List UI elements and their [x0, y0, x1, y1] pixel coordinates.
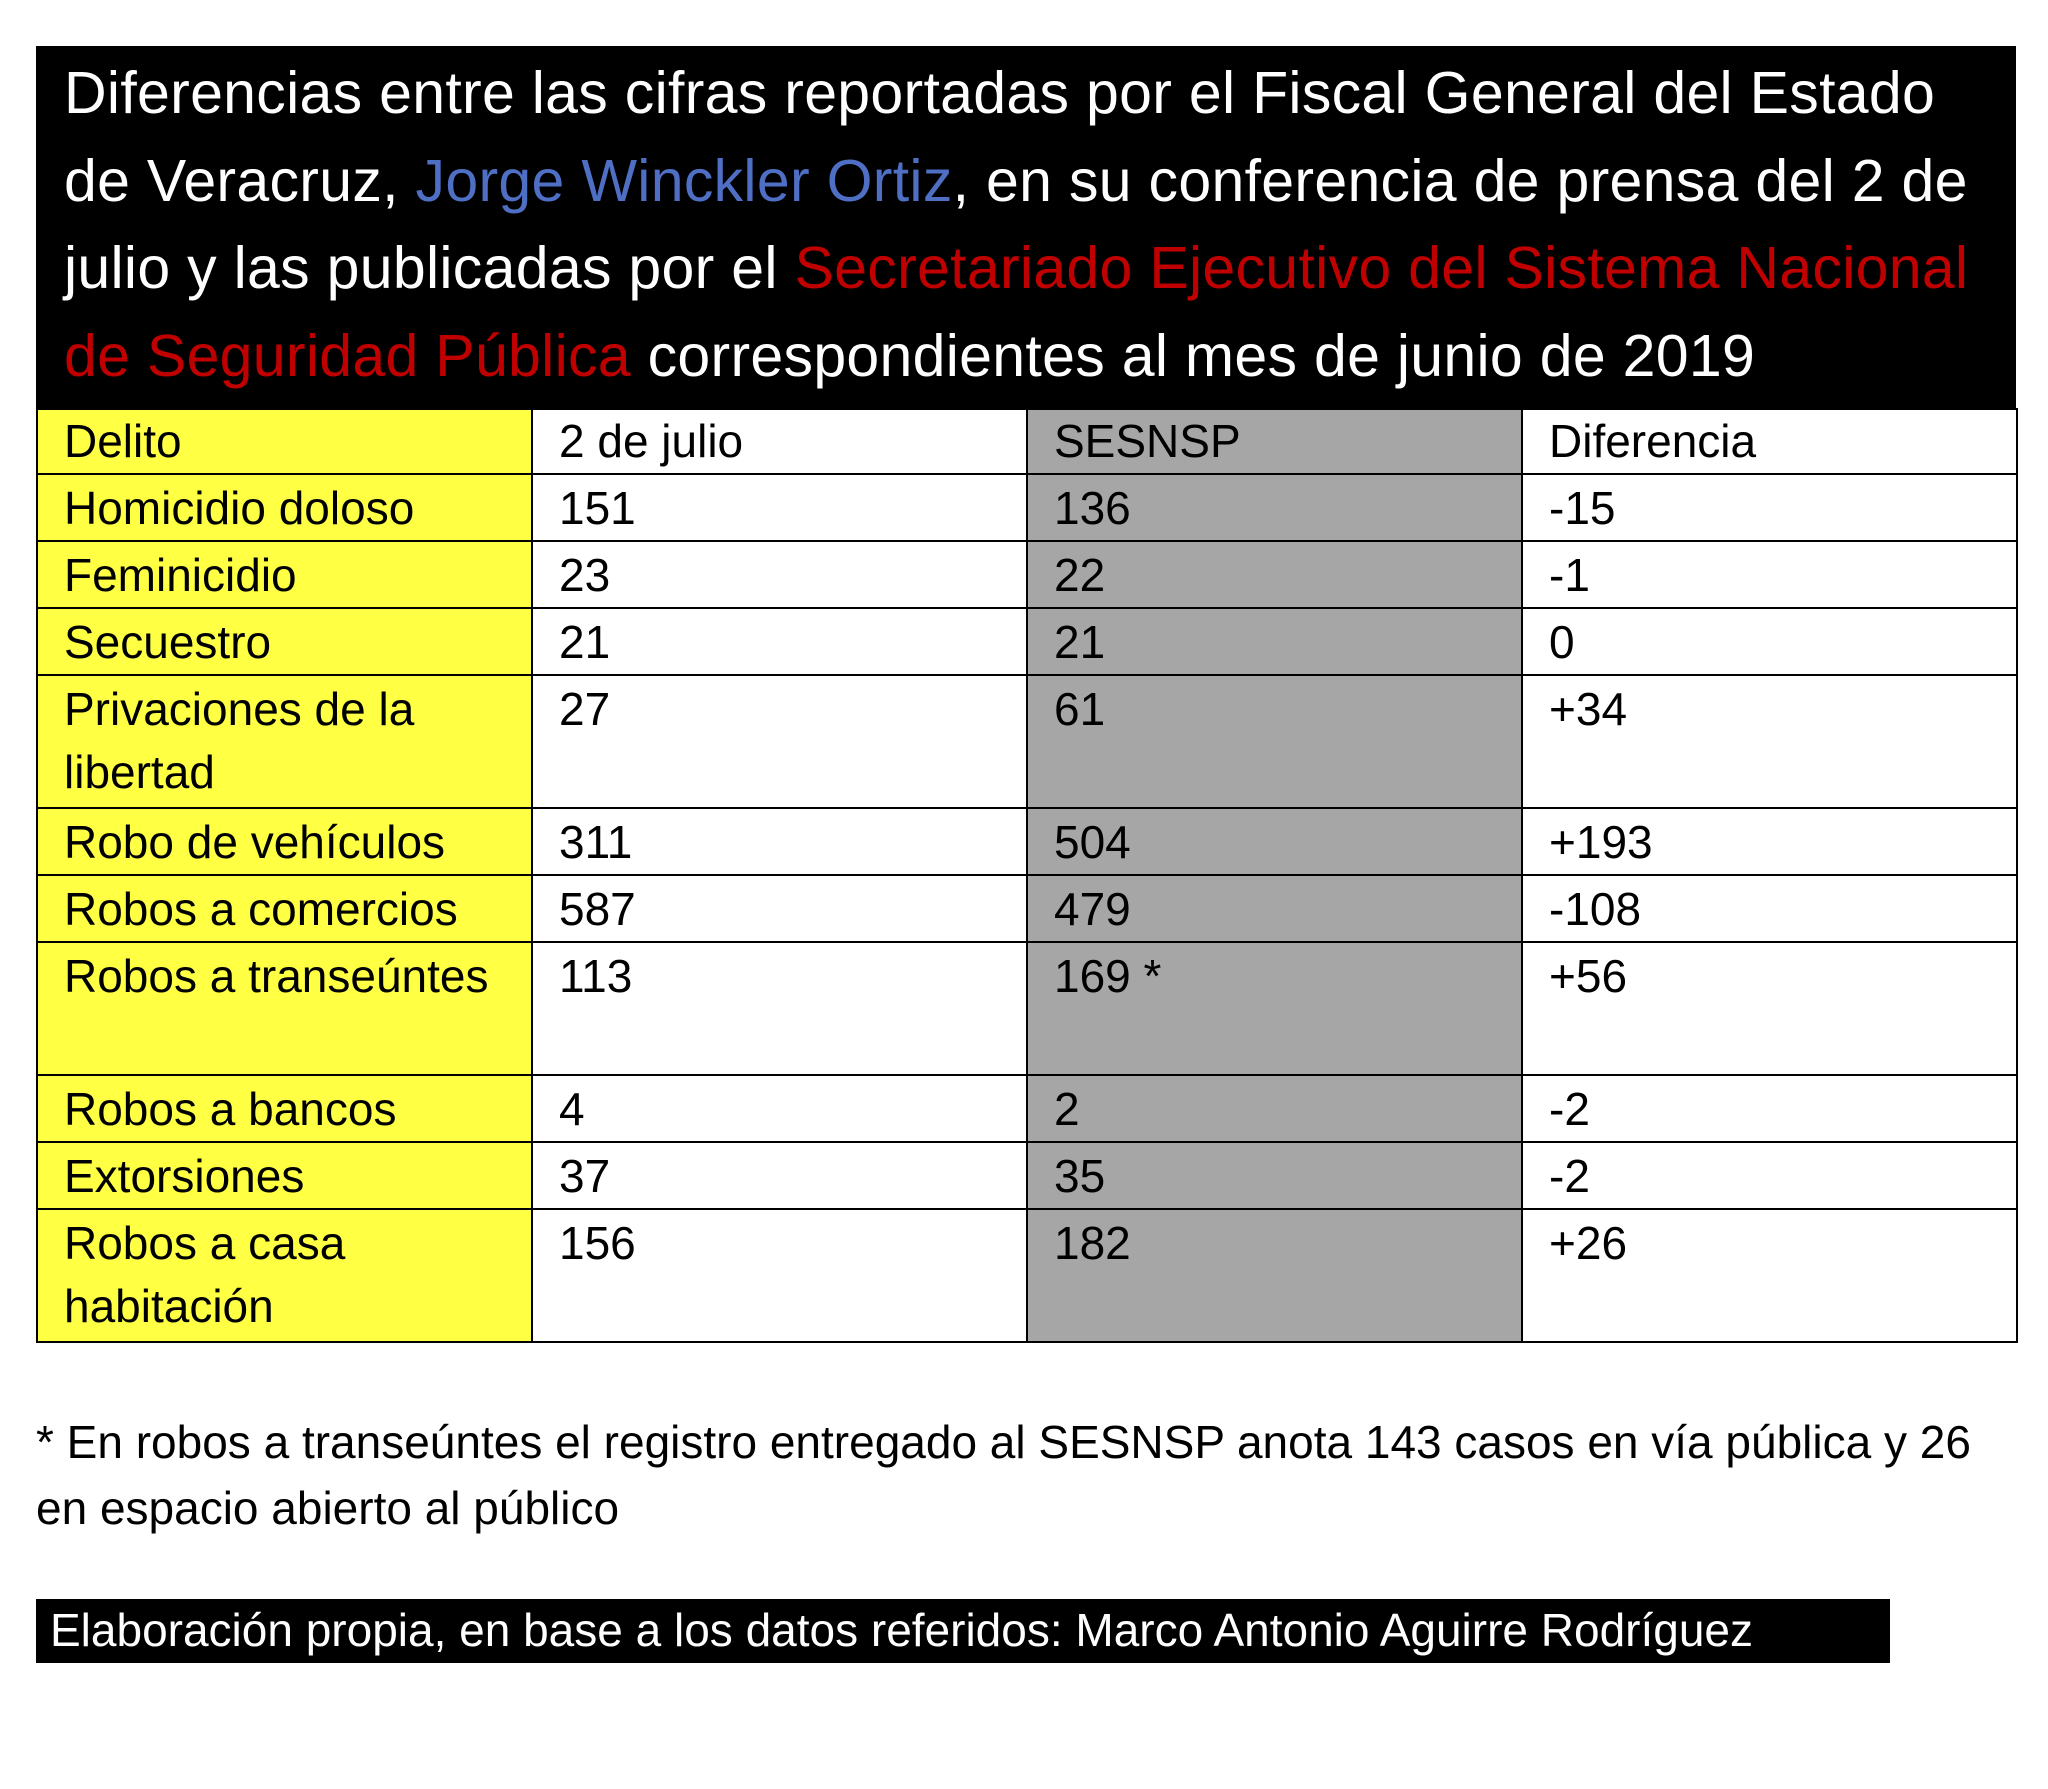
- cell-delito: Extorsiones: [37, 1142, 532, 1209]
- credit-line: Elaboración propia, en base a los datos referidos: Marco Antonio Aguirre Rodríguez: [36, 1599, 1890, 1663]
- table-row: [37, 875, 2017, 942]
- header-2-de-julio: 2 de julio: [532, 409, 1027, 474]
- crime-comparison-table: [36, 408, 2018, 1343]
- table-header-row: [37, 409, 2017, 474]
- cell-diferencia: -15: [1522, 474, 2017, 541]
- footnote: * En robos a transeúntes el registro entregado al SESNSP anota 143 casos en vía pública y 26 en espacio abierto al público: [36, 1416, 1971, 1534]
- cell-sesnsp: 479: [1027, 875, 1522, 942]
- cell-sesnsp: 182: [1027, 1209, 1522, 1342]
- table-row: [37, 1209, 2017, 1342]
- title-person-name: Jorge Winckler Ortiz: [415, 147, 953, 214]
- cell-sesnsp: 504: [1027, 808, 1522, 875]
- cell-2-de-julio: 113: [532, 942, 1027, 1075]
- table-row: [37, 808, 2017, 875]
- cell-2-de-julio: 156: [532, 1209, 1027, 1342]
- cell-delito: Secuestro: [37, 608, 532, 675]
- header-delito: Delito: [37, 409, 532, 474]
- cell-sesnsp: 21: [1027, 608, 1522, 675]
- cell-diferencia: +34: [1522, 675, 2017, 808]
- cell-diferencia: +193: [1522, 808, 2017, 875]
- document: [36, 46, 2016, 1663]
- cell-sesnsp: 2: [1027, 1075, 1522, 1142]
- cell-2-de-julio: 37: [532, 1142, 1027, 1209]
- cell-2-de-julio: 587: [532, 875, 1027, 942]
- title-block: [36, 46, 2016, 408]
- cell-diferencia: +26: [1522, 1209, 2017, 1342]
- cell-2-de-julio: 27: [532, 675, 1027, 808]
- cell-2-de-julio: 311: [532, 808, 1027, 875]
- cell-delito: Robos a comercios: [37, 875, 532, 942]
- table-row: [37, 1075, 2017, 1142]
- cell-sesnsp: 35: [1027, 1142, 1522, 1209]
- cell-delito: Robo de vehículos: [37, 808, 532, 875]
- cell-2-de-julio: 23: [532, 541, 1027, 608]
- cell-diferencia: -2: [1522, 1142, 2017, 1209]
- title-part-2: , en su conferencia de prensa del 2 de julio y las publicadas por el: [64, 147, 1968, 301]
- credit-wrapper: [36, 1599, 2016, 1663]
- title-agency-name: Secretariado Ejecutivo del Sistema Nacional de Seguridad Pública: [64, 235, 1969, 389]
- cell-sesnsp: 169 *: [1027, 942, 1522, 1075]
- table-row: [37, 474, 2017, 541]
- title-part-3: correspondientes al mes de junio de 2019: [630, 322, 1756, 389]
- cell-delito: Feminicidio: [37, 541, 532, 608]
- cell-diferencia: +56: [1522, 942, 2017, 1075]
- table-row: [37, 942, 2017, 1075]
- table-row: [37, 1142, 2017, 1209]
- title-part-1: Diferencias entre las cifras reportadas por el Fiscal General del Estado de Veracruz,: [64, 60, 1936, 214]
- cell-sesnsp: 22: [1027, 541, 1522, 608]
- cell-sesnsp: 136: [1027, 474, 1522, 541]
- table-row: [37, 541, 2017, 608]
- table-row: [37, 675, 2017, 808]
- cell-diferencia: 0: [1522, 608, 2017, 675]
- cell-diferencia: -108: [1522, 875, 2017, 942]
- cell-diferencia: -2: [1522, 1075, 2017, 1142]
- header-diferencia: Diferencia: [1522, 409, 2017, 474]
- cell-2-de-julio: 151: [532, 474, 1027, 541]
- cell-delito: Robos a bancos: [37, 1075, 532, 1142]
- header-sesnsp: SESNSP: [1027, 409, 1522, 474]
- cell-delito: Robos a casa habitación: [37, 1209, 532, 1342]
- cell-delito: Robos a transeúntes: [37, 942, 532, 1075]
- cell-delito: Privaciones de la libertad: [37, 675, 532, 808]
- table-row: [37, 608, 2017, 675]
- cell-2-de-julio: 4: [532, 1075, 1027, 1142]
- cell-delito: Homicidio doloso: [37, 474, 532, 541]
- cell-diferencia: -1: [1522, 541, 2017, 608]
- cell-sesnsp: 61: [1027, 675, 1522, 808]
- cell-2-de-julio: 21: [532, 608, 1027, 675]
